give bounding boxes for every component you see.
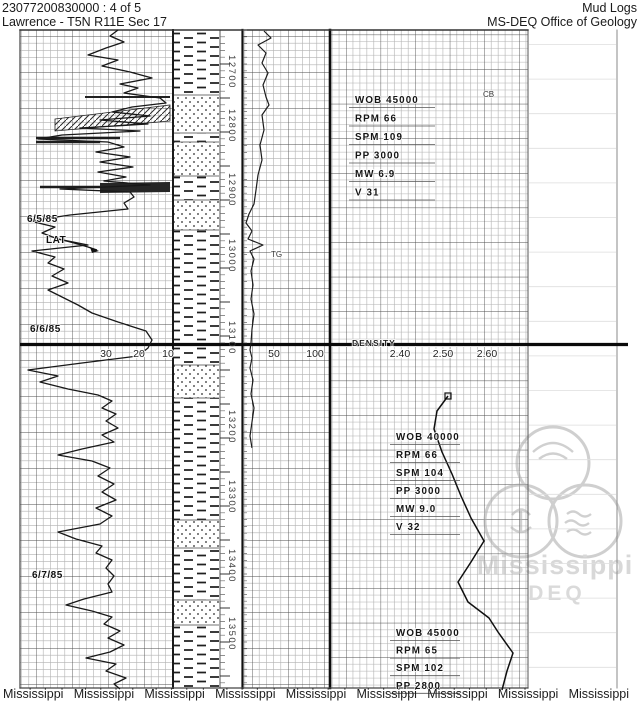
- density-scale-tick: 2.50: [432, 348, 454, 360]
- date-annotation: 6/6/85: [30, 324, 61, 335]
- lith-dash-interval: [174, 625, 219, 688]
- rop-scale-tick: 20: [133, 348, 145, 360]
- param-line: SPM 109: [355, 132, 403, 143]
- param-line: WOB 45000: [396, 628, 460, 639]
- footer-watermark-word: Mississippi: [144, 687, 205, 701]
- depth-label: 13300: [226, 480, 237, 514]
- footer-watermark-word: Mississippi: [427, 687, 488, 701]
- rop-scale-tick: 10: [162, 348, 174, 360]
- param-line: RPM 66: [396, 450, 438, 461]
- lith-dash-interval: [174, 133, 219, 142]
- lith-dash-interval: [174, 548, 219, 600]
- office-name: MS-DEQ Office of Geology: [487, 15, 637, 29]
- depth-label: 13000: [226, 239, 237, 273]
- gas-scale-tick: 50: [268, 348, 280, 360]
- depth-label: 13100: [226, 321, 237, 355]
- density-scale-tick: 2.60: [476, 348, 498, 360]
- param-line: WOB 40000: [396, 432, 460, 443]
- param-line: RPM 65: [396, 645, 438, 657]
- param-line: MW 6.9: [355, 169, 396, 180]
- lithology-intervals: [174, 30, 219, 688]
- footer-watermark-word: Mississippi: [3, 687, 64, 701]
- watermark-text-deq: DEQ: [528, 582, 586, 605]
- depth-label: 12900: [226, 173, 237, 207]
- lith-dot-interval: [174, 365, 219, 398]
- param-line: RPM 66: [355, 113, 397, 125]
- param-line: WOB 45000: [355, 95, 419, 106]
- footer-watermark-row: [0, 687, 639, 705]
- footer-watermark-word: Mississippi: [568, 687, 630, 701]
- annotation-cb: CB: [483, 90, 495, 99]
- lith-dot-interval: [174, 200, 219, 230]
- footer-watermark-word: Mississippi: [215, 687, 276, 701]
- param-line: V 32: [396, 522, 421, 533]
- document-type: Mud Logs: [582, 1, 637, 15]
- rop-scale-tick: 30: [100, 348, 112, 360]
- depth-label: 13400: [226, 549, 237, 583]
- depth-label: 12700: [226, 55, 237, 89]
- depth-label: 12800: [226, 109, 237, 143]
- watermark-circle-water: [549, 485, 621, 557]
- waves-icon: [565, 512, 591, 535]
- footer-watermark-word: Mississippi: [497, 687, 559, 701]
- lith-dash-interval: [174, 30, 219, 95]
- lith-dot-interval: [174, 520, 219, 548]
- date-annotation: 6/7/85: [32, 570, 63, 581]
- param-line: PP 3000: [355, 150, 401, 162]
- param-line: PP 2800: [396, 680, 442, 692]
- param-line: SPM 102: [396, 663, 444, 675]
- depth-label: 13500: [226, 617, 237, 651]
- lith-dot-interval: [174, 600, 219, 625]
- gas-scale-tick: 100: [306, 348, 324, 360]
- lith-dot-interval: [174, 95, 219, 133]
- lith-dot-interval: [174, 142, 219, 176]
- date-annotation: 6/5/85: [27, 214, 58, 225]
- param-line: PP 3000: [396, 486, 442, 497]
- tree-icon: [533, 443, 573, 459]
- param-line: MW 9.0: [396, 504, 437, 515]
- density-track-label: DENSITY: [352, 338, 396, 348]
- param-line: SPM 104: [396, 468, 444, 479]
- watermark-text: Mississippi: [476, 550, 634, 580]
- footer-watermark-word: Mississippi: [285, 687, 347, 701]
- depth-label: 13200: [226, 410, 237, 444]
- lith-dash-interval: [174, 176, 219, 200]
- footer-watermark-word: Mississippi: [356, 687, 417, 701]
- well-location: Lawrence - T5N R11E Sec 17: [2, 15, 167, 29]
- document-id: 23077200830000 : 4 of 5: [2, 1, 142, 15]
- annotation-tg: TG: [271, 250, 283, 259]
- right-grid-upper: [330, 30, 528, 343]
- density-scale-tick: 2.40: [389, 348, 411, 360]
- param-line: V 31: [355, 187, 380, 199]
- footer-watermark-word: Mississippi: [73, 687, 135, 701]
- lith-dash-interval: [174, 398, 219, 520]
- annotation-lat: LAT: [46, 235, 67, 246]
